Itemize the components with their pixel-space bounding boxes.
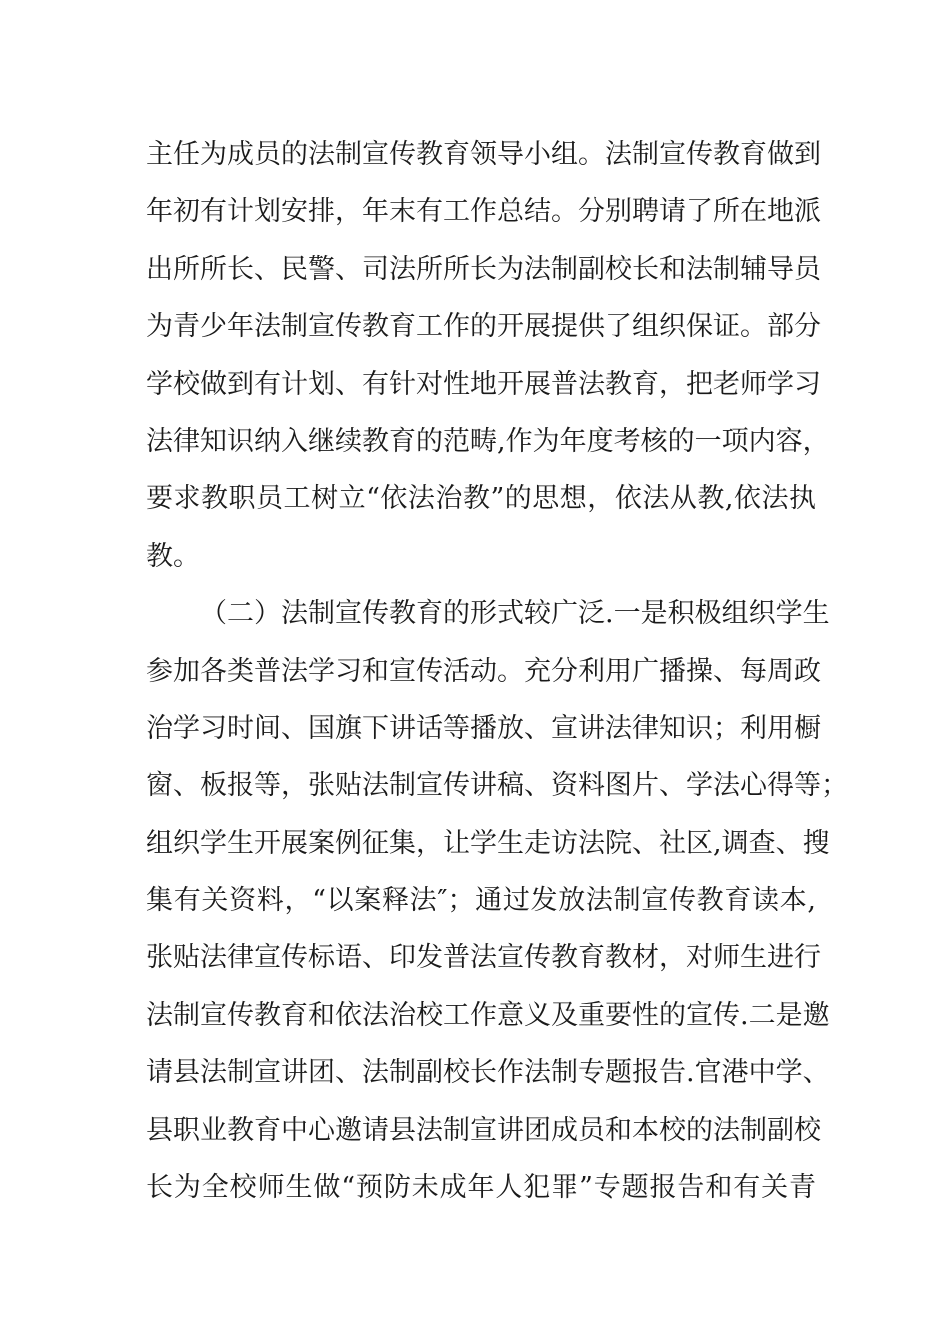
text-line: 窗、板报等，张贴法制宣传讲稿、资料图片、学法心得等； [146,770,848,802]
text-line: 请县法制宣讲团、法制副校长作法制专题报告.官港中学、 [146,1057,830,1089]
text-line: 组织学生开展案例征集，让学生走访法院、社区,调查、搜 [146,827,830,859]
body-text [146,126,848,1216]
text-line: 主任为成员的法制宣传教育领导小组。法制宣传教育做到 [146,139,821,170]
text-line: 长为全校师生做“预防未成年人犯罪”专题报告和有关青 [146,1172,816,1204]
text-line: 张贴法律宣传标语、印发普法宣传教育教材，对师生进行 [146,942,821,974]
text-line: 出所所长、民警、司法所所长为法制副校长和法制辅导员 [146,253,821,285]
text-line: 要求教职员工树立“依法治教”的思想，依法从教,依法执 [146,483,816,515]
text-line: 参加各类普法学习和宣传活动。充分利用广播操、每周政 [146,655,821,687]
text-line: （二）法制宣传教育的形式较广泛.一是积极组织学生 [200,598,830,630]
text-line: 集有关资料，“以案释法″；通过发放法制宣传教育读本, [146,885,816,917]
text-line: 县职业教育中心邀请县法制宣讲团成员和本校的法制副校 [146,1114,821,1146]
text-line: 法制宣传教育和依法治校工作意义及重要性的宣传.二是邀 [146,999,830,1031]
text-line: 年初有计划安排，年末有工作总结。分别聘请了所在地派 [146,196,821,228]
text-line: 法律知识纳入继续教育的范畴,作为年度考核的一项内容， [146,425,830,457]
text-line: 学校做到有计划、有针对性地开展普法教育，把老师学习 [146,368,821,400]
text-line: 教。 [146,540,200,572]
text-line: 治学习时间、国旗下讲话等播放、宣讲法律知识；利用橱 [146,712,821,744]
text-line: 为青少年法制宣传教育工作的开展提供了组织保证。部分 [146,311,821,343]
